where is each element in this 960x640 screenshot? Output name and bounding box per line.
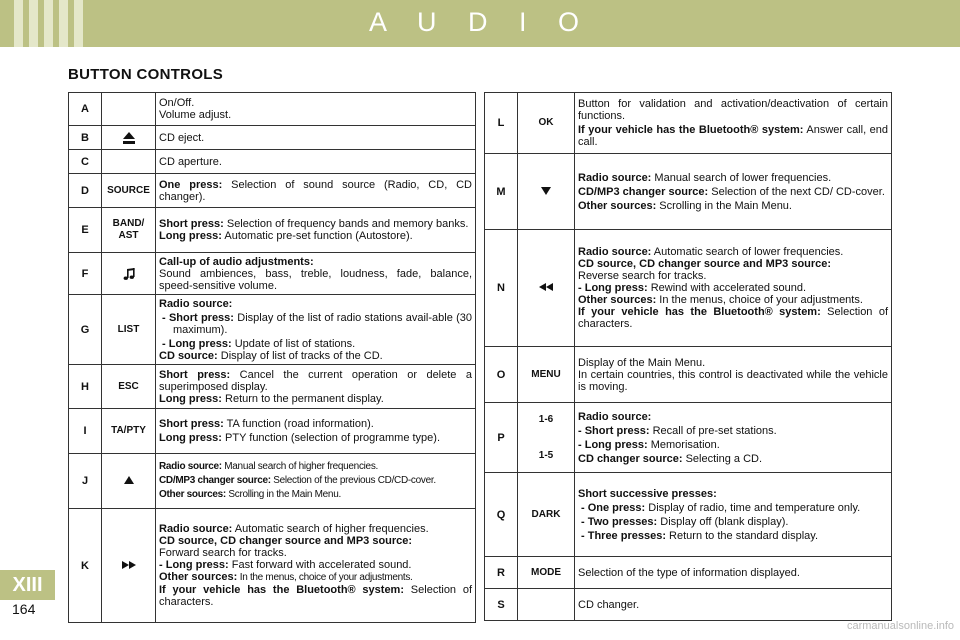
button-label: 1-5 <box>538 449 554 461</box>
button-label: LIST <box>102 295 156 365</box>
table-row <box>69 409 476 454</box>
table-row <box>485 473 892 557</box>
button-cell <box>518 154 575 230</box>
table-row <box>485 403 892 473</box>
table-row <box>485 154 892 230</box>
row-letter: F <box>69 253 102 295</box>
button-table-right <box>484 92 892 621</box>
row-letter: O <box>485 347 518 403</box>
table-row <box>485 93 892 154</box>
row-letter: D <box>69 174 102 208</box>
down-arrow-icon <box>541 187 551 195</box>
row-letter: N <box>485 230 518 347</box>
row-letter: L <box>485 93 518 154</box>
button-cell <box>102 93 156 126</box>
row-description: Radio source: Automatic search of higher frequencies. CD source, CD changer source and MP3 source: Forward search for tracks. - Long press: Fast forward with accelerated sound. Other sources: In the menus, choice of your adjustments. If your vehicle has the Bluetooth® system: Selection of characters. <box>156 509 476 623</box>
row-letter: J <box>69 454 102 509</box>
row-letter: P <box>485 403 518 473</box>
button-label: BAND/ AST <box>102 208 156 253</box>
table-row <box>69 365 476 409</box>
button-cell <box>518 589 575 621</box>
table-row <box>485 589 892 621</box>
table-row <box>69 126 476 150</box>
row-letter: Q <box>485 473 518 557</box>
fast-forward-icon <box>122 561 136 569</box>
table-row <box>485 557 892 589</box>
up-arrow-icon <box>124 476 134 484</box>
row-description: Short press: Selection of frequency bands and memory banks. Long press: Automatic pre-set function (Autostore). <box>156 208 476 253</box>
section-title: BUTTON CONTROLS <box>68 66 224 83</box>
table-row <box>485 347 892 403</box>
button-label: MODE <box>518 557 575 589</box>
button-cell <box>518 230 575 347</box>
row-description: CD eject. <box>156 126 476 150</box>
button-cell <box>102 454 156 509</box>
table-row <box>69 295 476 365</box>
button-table-left <box>68 92 476 623</box>
page-title: A U D I O <box>368 7 592 37</box>
row-letter: I <box>69 409 102 454</box>
row-description: One press: Selection of sound source (Radio, CD, CD changer). <box>156 174 476 208</box>
row-description: Short successive presses: - One press: Display of radio, time and temperature only. - Two presses: Display off (blank display). - Three presses: Return to the standard display. <box>575 473 892 557</box>
row-letter: S <box>485 589 518 621</box>
rewind-icon <box>539 283 553 291</box>
table-row <box>69 208 476 253</box>
table-row <box>69 150 476 174</box>
table-row <box>69 253 476 295</box>
header-bar <box>0 0 960 47</box>
table-row <box>485 230 892 347</box>
row-description: Button for validation and activation/deactivation of certain functions. If your vehicle has the Bluetooth® system: Answer call, end call. <box>575 93 892 154</box>
button-label: 1-6 <box>538 413 554 425</box>
row-description: Display of the Main Menu. In certain countries, this control is deactivated while the vehicle is moving. <box>575 347 892 403</box>
button-label: ESC <box>102 365 156 409</box>
button-label: OK <box>518 93 575 154</box>
row-description: Short press: TA function (road information). Long press: PTY function (selection of programme type). <box>156 409 476 454</box>
table-row <box>69 174 476 208</box>
button-cell <box>102 126 156 150</box>
button-cell <box>102 253 156 295</box>
button-cell <box>102 509 156 623</box>
row-letter: E <box>69 208 102 253</box>
page-number: 164 <box>12 601 36 617</box>
row-description: CD changer. <box>575 589 892 621</box>
button-label: MENU <box>518 347 575 403</box>
footer-watermark: carmanualsonline.info <box>846 620 954 632</box>
button-label: DARK <box>518 473 575 557</box>
row-description: Radio source: Manual search of lower frequencies. CD/MP3 changer source: Selection of the next CD/ CD-cover. Other sources: Scrolling in the Main Menu. <box>575 154 892 230</box>
table-row <box>69 454 476 509</box>
row-description: Radio source: - Short press: Display of the list of radio stations avail-able (30 maximum). - Long press: Update of list of stations. CD source: Display of list of tracks of the CD. <box>156 295 476 365</box>
music-note-icon <box>122 267 136 281</box>
row-letter: M <box>485 154 518 230</box>
button-label: SOURCE <box>102 174 156 208</box>
row-description: Short press: Cancel the current operation or delete a superimposed display. Long press: Return to the permanent display. <box>156 365 476 409</box>
row-description: Radio source: Manual search of higher frequencies. CD/MP3 changer source: Selection of the previous CD/CD-cover. Other sources: Scrolling in the Main Menu. <box>156 454 476 509</box>
table-row <box>69 93 476 126</box>
row-letter: K <box>69 509 102 623</box>
row-letter: C <box>69 150 102 174</box>
button-label: TA/PTY <box>102 409 156 454</box>
row-description: Radio source: Automatic search of lower frequencies. CD source, CD changer source and MP3 source: Reverse search for tracks. - Long press: Rewind with accelerated sound. Other sources: In the menus, choice of your adjustments. If your vehicle has the Bluetooth® system: Selection of characters. <box>575 230 892 347</box>
row-description: Call-up of audio adjustments: Sound ambiences, bass, treble, loudness, fade, balance, speed-sensitive volume. <box>156 253 476 295</box>
button-cell <box>518 403 575 473</box>
row-letter: A <box>69 93 102 126</box>
row-description: CD aperture. <box>156 150 476 174</box>
table-row <box>69 509 476 623</box>
row-description: On/Off. Volume adjust. <box>156 93 476 126</box>
row-description: Selection of the type of information displayed. <box>575 557 892 589</box>
row-letter: H <box>69 365 102 409</box>
chapter-number: XIII <box>12 574 43 596</box>
row-letter: R <box>485 557 518 589</box>
eject-icon <box>122 131 136 145</box>
button-cell <box>102 150 156 174</box>
row-description: Radio source: - Short press: Recall of pre-set stations. - Long press: Memorisation. CD changer source: Selecting a CD. <box>575 403 892 473</box>
row-letter: B <box>69 126 102 150</box>
row-letter: G <box>69 295 102 365</box>
